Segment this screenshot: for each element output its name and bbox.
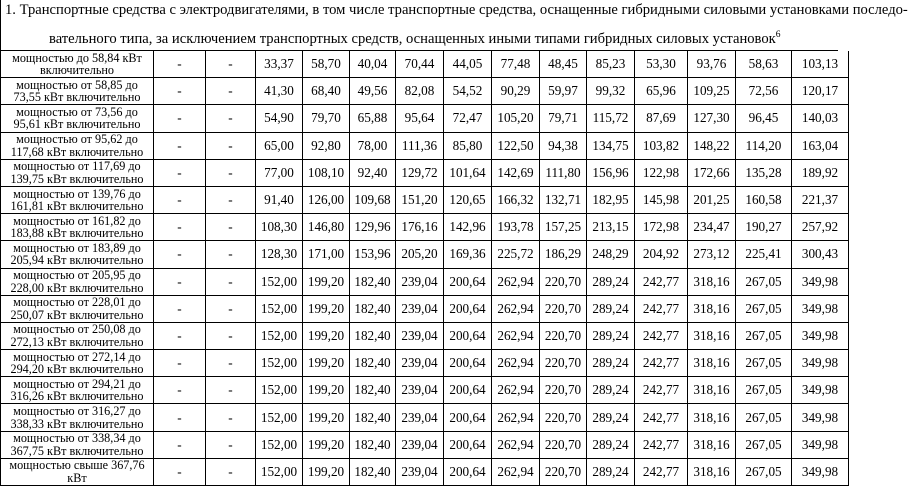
table-cell: 349,98 <box>792 350 849 377</box>
table-cell: 349,98 <box>792 458 849 485</box>
table-cell: 267,05 <box>736 431 792 458</box>
table-cell: 220,70 <box>540 404 587 431</box>
table-row <box>1 377 849 404</box>
table-cell: 152,00 <box>256 377 303 404</box>
table-cell: 87,69 <box>635 105 688 132</box>
table-cell: - <box>154 214 206 241</box>
table-row <box>1 78 849 105</box>
table-cell: 182,40 <box>350 268 396 295</box>
table-cell: - <box>154 132 206 159</box>
table-cell: 267,05 <box>736 322 792 349</box>
table-cell: 205,20 <box>396 241 444 268</box>
table-cell: 200,64 <box>444 295 492 322</box>
table-cell: 85,23 <box>587 51 635 78</box>
table-cell: 199,20 <box>303 268 350 295</box>
table-cell: 220,70 <box>540 431 587 458</box>
table-cell: 142,69 <box>492 159 540 186</box>
table-cell: - <box>206 377 256 404</box>
table-row <box>1 51 849 78</box>
table-cell: 140,03 <box>792 105 849 132</box>
row-label: мощностью от 139,76 до 161,81 кВт включительно <box>1 186 154 213</box>
table-cell: 40,04 <box>350 51 396 78</box>
table-cell: 349,98 <box>792 377 849 404</box>
table-cell: 182,95 <box>587 186 635 213</box>
table-cell: 90,29 <box>492 78 540 105</box>
table-cell: 182,40 <box>350 295 396 322</box>
table-cell: - <box>206 132 256 159</box>
table-cell: 41,30 <box>256 78 303 105</box>
table-cell: 186,29 <box>540 241 587 268</box>
table-cell: 59,97 <box>540 78 587 105</box>
table-cell: 273,12 <box>688 241 736 268</box>
table-cell: 172,98 <box>635 214 688 241</box>
table-cell: 182,40 <box>350 404 396 431</box>
table-cell: 152,00 <box>256 295 303 322</box>
table-cell: 262,94 <box>492 458 540 485</box>
table-cell: 262,94 <box>492 322 540 349</box>
table-cell: 49,56 <box>350 78 396 105</box>
table-cell: 289,24 <box>587 458 635 485</box>
table-row <box>1 105 849 132</box>
table-cell: 221,37 <box>792 186 849 213</box>
table-cell: - <box>154 377 206 404</box>
table-row <box>1 132 849 159</box>
table-cell: 70,44 <box>396 51 444 78</box>
table-cell: - <box>154 51 206 78</box>
table-cell: - <box>206 350 256 377</box>
table-cell: 96,45 <box>736 105 792 132</box>
table-cell: 318,16 <box>688 431 736 458</box>
table-cell: 54,90 <box>256 105 303 132</box>
table-row <box>1 268 849 295</box>
section-title-line2-text: вательного типа, за исключением транспортных средств, оснащенных иными типами гибридных силовых установок <box>49 31 776 47</box>
table-cell: 199,20 <box>303 458 350 485</box>
table-cell: 239,04 <box>396 431 444 458</box>
row-label: мощностью от 73,56 до 95,61 кВт включительно <box>1 105 154 132</box>
table-cell: 234,47 <box>688 214 736 241</box>
table-cell: - <box>154 350 206 377</box>
table-cell: 199,20 <box>303 350 350 377</box>
table-cell: 120,17 <box>792 78 849 105</box>
table-row <box>1 159 849 186</box>
table-cell: 189,92 <box>792 159 849 186</box>
table-cell: - <box>206 322 256 349</box>
table-cell: 349,98 <box>792 268 849 295</box>
table-cell: 190,27 <box>736 214 792 241</box>
row-label: мощностью от 316,27 до 338,33 кВт включительно <box>1 404 154 431</box>
section-title-line2 <box>49 30 781 48</box>
table-cell: 85,80 <box>444 132 492 159</box>
table-cell: 171,00 <box>303 241 350 268</box>
table-cell: 79,70 <box>303 105 350 132</box>
table-cell: - <box>206 295 256 322</box>
table-cell: 242,77 <box>635 350 688 377</box>
row-label: мощностью от 161,82 до 183,88 кВт включительно <box>1 214 154 241</box>
table-cell: 242,77 <box>635 458 688 485</box>
table-cell: 289,24 <box>587 268 635 295</box>
table-cell: - <box>206 159 256 186</box>
table-cell: 126,00 <box>303 186 350 213</box>
table-cell: 200,64 <box>444 322 492 349</box>
table-cell: 111,36 <box>396 132 444 159</box>
table-cell: - <box>206 186 256 213</box>
table-cell: 148,22 <box>688 132 736 159</box>
table-cell: 82,08 <box>396 78 444 105</box>
table-cell: 152,00 <box>256 458 303 485</box>
table-cell: 262,94 <box>492 404 540 431</box>
table-cell: 318,16 <box>688 377 736 404</box>
table-cell: 103,13 <box>792 51 849 78</box>
table-cell: 77,48 <box>492 51 540 78</box>
table-cell: 349,98 <box>792 404 849 431</box>
table-cell: 349,98 <box>792 322 849 349</box>
table-cell: 349,98 <box>792 295 849 322</box>
table-row <box>1 186 849 213</box>
table-cell: - <box>154 322 206 349</box>
table-cell: 58,70 <box>303 51 350 78</box>
table-cell: - <box>154 268 206 295</box>
table-cell: - <box>206 78 256 105</box>
table-cell: 199,20 <box>303 404 350 431</box>
table-cell: 300,43 <box>792 241 849 268</box>
table-cell: 127,30 <box>688 105 736 132</box>
table-cell: 267,05 <box>736 295 792 322</box>
table-cell: - <box>154 404 206 431</box>
table-cell: 153,96 <box>350 241 396 268</box>
table-cell: 199,20 <box>303 295 350 322</box>
table-cell: 58,63 <box>736 51 792 78</box>
table-cell: 108,30 <box>256 214 303 241</box>
table-cell: 115,72 <box>587 105 635 132</box>
table-body <box>1 51 849 486</box>
table-cell: 242,77 <box>635 295 688 322</box>
table-cell: 44,05 <box>444 51 492 78</box>
table-cell: 163,04 <box>792 132 849 159</box>
table-cell: 220,70 <box>540 295 587 322</box>
tariff-table <box>0 51 849 486</box>
table-cell: - <box>206 431 256 458</box>
table-cell: - <box>206 458 256 485</box>
table-row <box>1 431 849 458</box>
table-cell: 182,40 <box>350 350 396 377</box>
table-cell: 239,04 <box>396 295 444 322</box>
table-cell: 267,05 <box>736 268 792 295</box>
table-cell: 152,00 <box>256 350 303 377</box>
table-cell: 152,00 <box>256 268 303 295</box>
table-cell: 220,70 <box>540 322 587 349</box>
table-cell: - <box>206 404 256 431</box>
table-cell: 213,15 <box>587 214 635 241</box>
table-cell: 200,64 <box>444 458 492 485</box>
table-cell: 200,64 <box>444 350 492 377</box>
row-label: мощностью от 95,62 до 117,68 кВт включительно <box>1 132 154 159</box>
table-cell: 65,88 <box>350 105 396 132</box>
table-cell: 262,94 <box>492 350 540 377</box>
table-cell: 182,40 <box>350 431 396 458</box>
table-cell: 128,30 <box>256 241 303 268</box>
table-cell: 201,25 <box>688 186 736 213</box>
table-row <box>1 322 849 349</box>
table-cell: 220,70 <box>540 350 587 377</box>
table-row <box>1 295 849 322</box>
table-cell: 262,94 <box>492 377 540 404</box>
table-cell: 200,64 <box>444 377 492 404</box>
table-cell: 142,96 <box>444 214 492 241</box>
table-cell: - <box>154 431 206 458</box>
table-cell: 152,00 <box>256 404 303 431</box>
row-label: мощностью от 338,34 до 367,75 кВт включительно <box>1 431 154 458</box>
table-cell: - <box>154 159 206 186</box>
table-cell: 79,71 <box>540 105 587 132</box>
section-title-line1: 1. Транспортные средства с электродвигателями, в том числе транспортные средства, оснащенные гибридными силовыми установками последо- <box>5 2 908 18</box>
table-cell: 242,77 <box>635 322 688 349</box>
row-label: мощностью от 183,89 до 205,94 кВт включительно <box>1 241 154 268</box>
table-cell: 239,04 <box>396 322 444 349</box>
table-row <box>1 241 849 268</box>
table-cell: 53,30 <box>635 51 688 78</box>
table-cell: 135,28 <box>736 159 792 186</box>
table-cell: - <box>154 295 206 322</box>
table-cell: 267,05 <box>736 404 792 431</box>
table-cell: 200,64 <box>444 431 492 458</box>
table-cell: 199,20 <box>303 377 350 404</box>
table-cell: 242,77 <box>635 431 688 458</box>
table-cell: 262,94 <box>492 431 540 458</box>
table-cell: 54,52 <box>444 78 492 105</box>
table-cell: 289,24 <box>587 404 635 431</box>
table-cell: 204,92 <box>635 241 688 268</box>
table-cell: 33,37 <box>256 51 303 78</box>
table-cell: 122,50 <box>492 132 540 159</box>
table-cell: 318,16 <box>688 350 736 377</box>
row-label: мощностью от 228,01 до 250,07 кВт включительно <box>1 295 154 322</box>
table-cell: - <box>154 241 206 268</box>
table-cell: 108,10 <box>303 159 350 186</box>
table-cell: 220,70 <box>540 377 587 404</box>
table-cell: 99,32 <box>587 78 635 105</box>
table-cell: 92,80 <box>303 132 350 159</box>
table-cell: 145,98 <box>635 186 688 213</box>
table-cell: 239,04 <box>396 458 444 485</box>
table-cell: 169,36 <box>444 241 492 268</box>
table-cell: 91,40 <box>256 186 303 213</box>
table-cell: 239,04 <box>396 268 444 295</box>
table-cell: 242,77 <box>635 377 688 404</box>
table-cell: 200,64 <box>444 268 492 295</box>
table-cell: 267,05 <box>736 458 792 485</box>
table-cell: - <box>206 268 256 295</box>
table-cell: 166,32 <box>492 186 540 213</box>
table-cell: 289,24 <box>587 431 635 458</box>
table-cell: 134,75 <box>587 132 635 159</box>
table-cell: - <box>206 241 256 268</box>
table-cell: 77,00 <box>256 159 303 186</box>
table-cell: 220,70 <box>540 458 587 485</box>
table-cell: 78,00 <box>350 132 396 159</box>
row-label: мощностью свыше 367,76 кВт <box>1 458 154 485</box>
table-cell: - <box>154 105 206 132</box>
table-row <box>1 458 849 485</box>
table-cell: 242,77 <box>635 268 688 295</box>
table-cell: - <box>206 214 256 241</box>
row-label: мощностью от 294,21 до 316,26 кВт включительно <box>1 377 154 404</box>
table-cell: 111,80 <box>540 159 587 186</box>
table-cell: 248,29 <box>587 241 635 268</box>
table-cell: 72,56 <box>736 78 792 105</box>
table-cell: 267,05 <box>736 350 792 377</box>
table-cell: 242,77 <box>635 404 688 431</box>
table-cell: 146,80 <box>303 214 350 241</box>
table-cell: 199,20 <box>303 322 350 349</box>
row-label: мощностью от 272,14 до 294,20 кВт включительно <box>1 350 154 377</box>
table-cell: 101,64 <box>444 159 492 186</box>
table-cell: 120,65 <box>444 186 492 213</box>
table-cell: 132,71 <box>540 186 587 213</box>
table-cell: - <box>154 458 206 485</box>
table-cell: 48,45 <box>540 51 587 78</box>
table-cell: 318,16 <box>688 295 736 322</box>
table-cell: 65,96 <box>635 78 688 105</box>
table-cell: 289,24 <box>587 322 635 349</box>
row-label: мощностью до 58,84 кВт включительно <box>1 51 154 78</box>
table-cell: 318,16 <box>688 458 736 485</box>
table-cell: - <box>206 51 256 78</box>
table-cell: 95,64 <box>396 105 444 132</box>
table-cell: - <box>206 105 256 132</box>
table-cell: 200,64 <box>444 404 492 431</box>
table-cell: 152,00 <box>256 322 303 349</box>
footnote-mark: 6 <box>775 30 781 40</box>
table-cell: 193,78 <box>492 214 540 241</box>
table-cell: 318,16 <box>688 404 736 431</box>
row-label: мощностью от 205,95 до 228,00 кВт включительно <box>1 268 154 295</box>
table-cell: 176,16 <box>396 214 444 241</box>
table-cell: 65,00 <box>256 132 303 159</box>
table-cell: 109,68 <box>350 186 396 213</box>
table-cell: 122,98 <box>635 159 688 186</box>
table-cell: 68,40 <box>303 78 350 105</box>
table-cell: 289,24 <box>587 350 635 377</box>
table-cell: 349,98 <box>792 431 849 458</box>
table-cell: 239,04 <box>396 377 444 404</box>
table-cell: - <box>154 186 206 213</box>
table-cell: 114,20 <box>736 132 792 159</box>
table-cell: 225,41 <box>736 241 792 268</box>
table-cell: 318,16 <box>688 268 736 295</box>
table-cell: 199,20 <box>303 431 350 458</box>
table-cell: 182,40 <box>350 322 396 349</box>
table-cell: 129,72 <box>396 159 444 186</box>
table-row <box>1 214 849 241</box>
table-cell: 94,38 <box>540 132 587 159</box>
table-cell: 160,58 <box>736 186 792 213</box>
table-cell: 289,24 <box>587 377 635 404</box>
table-cell: 156,96 <box>587 159 635 186</box>
table-cell: 152,00 <box>256 431 303 458</box>
table-cell: 151,20 <box>396 186 444 213</box>
table-cell: 93,76 <box>688 51 736 78</box>
table-cell: 225,72 <box>492 241 540 268</box>
table-cell: 172,66 <box>688 159 736 186</box>
table-cell: 92,40 <box>350 159 396 186</box>
table-cell: 262,94 <box>492 268 540 295</box>
table-cell: 239,04 <box>396 350 444 377</box>
row-label: мощностью от 250,08 до 272,13 кВт включительно <box>1 322 154 349</box>
table-cell: 105,20 <box>492 105 540 132</box>
table-cell: 157,25 <box>540 214 587 241</box>
table-cell: 182,40 <box>350 458 396 485</box>
row-label: мощностью от 117,69 до 139,75 кВт включительно <box>1 159 154 186</box>
table-cell: 239,04 <box>396 404 444 431</box>
table-cell: - <box>154 78 206 105</box>
table-cell: 289,24 <box>587 295 635 322</box>
table-row <box>1 350 849 377</box>
table-cell: 318,16 <box>688 322 736 349</box>
table-cell: 220,70 <box>540 268 587 295</box>
table-cell: 103,82 <box>635 132 688 159</box>
table-cell: 129,96 <box>350 214 396 241</box>
table-row <box>1 404 849 431</box>
table-cell: 182,40 <box>350 377 396 404</box>
section-header <box>0 0 908 51</box>
table-cell: 257,92 <box>792 214 849 241</box>
table-cell: 109,25 <box>688 78 736 105</box>
table-cell: 72,47 <box>444 105 492 132</box>
row-label: мощностью от 58,85 до 73,55 кВт включительно <box>1 78 154 105</box>
table-cell: 267,05 <box>736 377 792 404</box>
table-cell: 262,94 <box>492 295 540 322</box>
